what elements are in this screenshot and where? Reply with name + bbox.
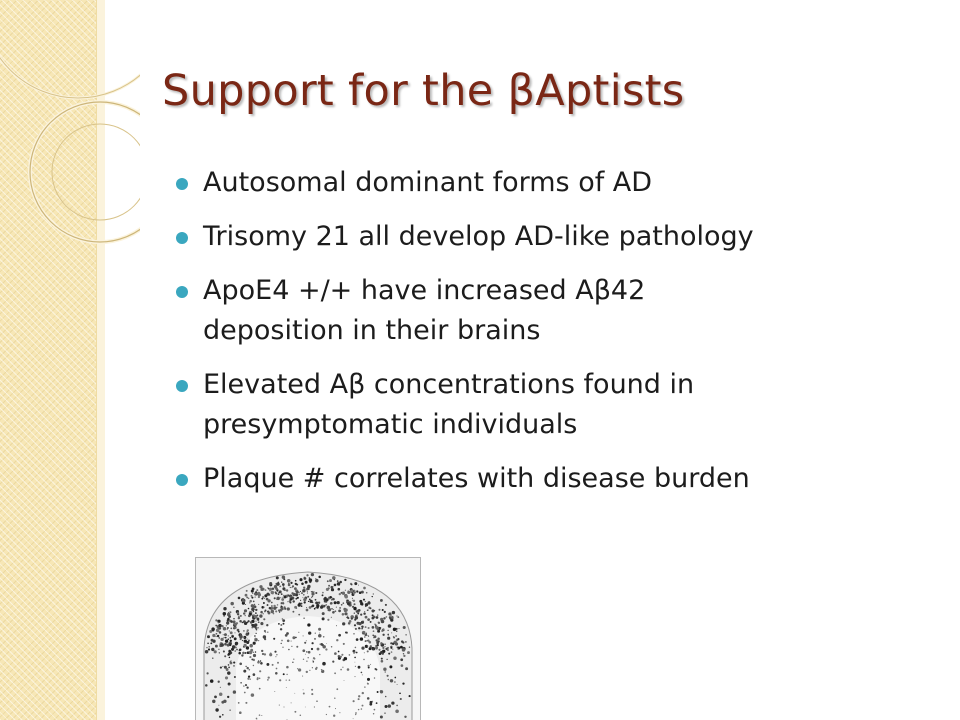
histology-section-graphic	[196, 558, 420, 720]
slide-title: Support for the βAptists	[162, 66, 685, 116]
bullet-marker-icon	[176, 380, 188, 392]
concentric-rings-icon	[0, 0, 140, 300]
bullet-list	[176, 163, 936, 513]
bullet-marker-icon	[176, 178, 188, 190]
bullet-text: Autosomal dominant forms of AD	[203, 167, 653, 198]
bullet-marker-icon	[176, 232, 188, 244]
bullet-item	[176, 271, 773, 351]
bullet-item	[176, 217, 936, 257]
bullet-text: Trisomy 21 all develop AD-like pathology	[203, 221, 754, 252]
bullet-text: ApoE4 +/+ have increased Aβ42 deposition in their brains	[203, 275, 646, 346]
bullet-marker-icon	[176, 286, 188, 298]
bullet-text: Elevated Aβ concentrations found in presymptomatic individuals	[203, 369, 695, 440]
histology-image	[195, 557, 421, 720]
bullet-text: Plaque # correlates with disease burden	[203, 463, 750, 494]
bullet-marker-icon	[176, 474, 188, 486]
bullet-item	[176, 459, 936, 499]
bullet-item	[176, 163, 936, 203]
bullet-item	[176, 365, 863, 445]
